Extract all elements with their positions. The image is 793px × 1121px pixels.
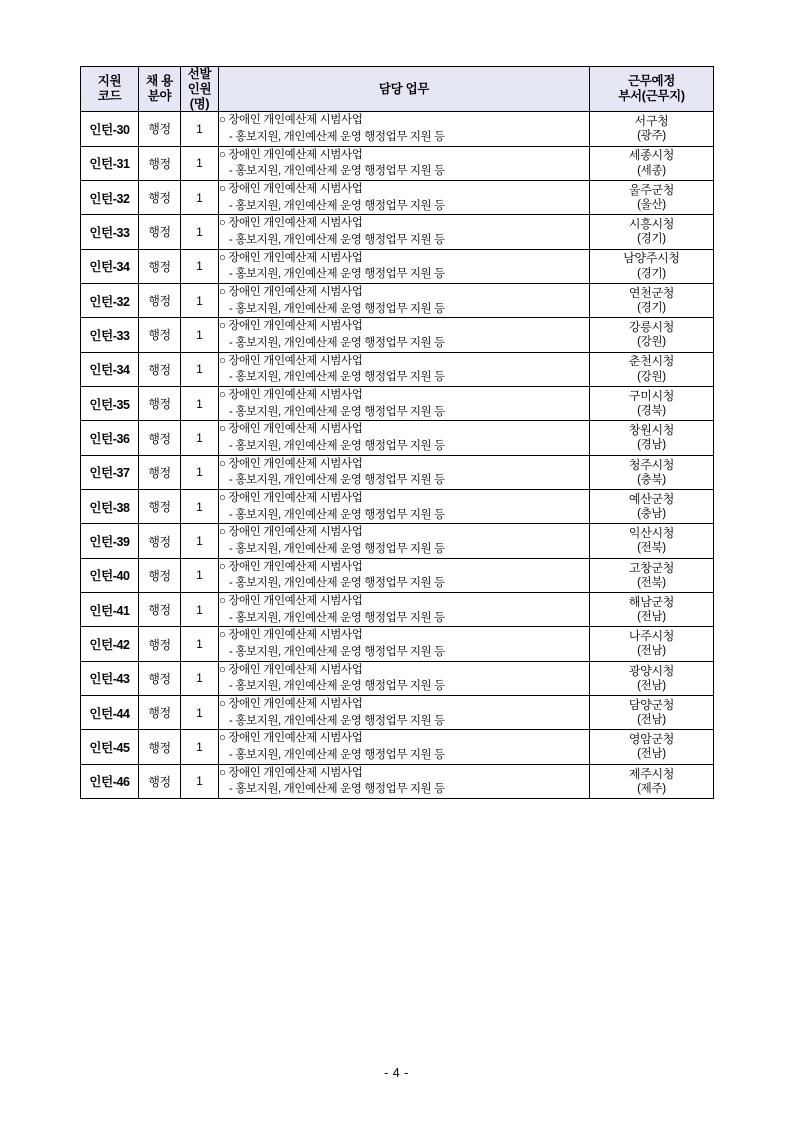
- duty-line-secondary: - 홍보지원, 개인예산제 운영 행정업무 지원 등: [229, 130, 445, 143]
- duty-line-secondary: - 홍보지원, 개인예산제 운영 행정업무 지원 등: [229, 474, 445, 487]
- cell-field: 행정: [139, 730, 181, 764]
- cell-code: 인턴-33: [81, 215, 139, 249]
- table-row: [81, 524, 714, 558]
- duty-line-secondary: - 홍보지원, 개인예산제 운영 행정업무 지원 등: [229, 233, 445, 246]
- cell-count: 1: [181, 387, 219, 421]
- page-number: - 4 -: [384, 1066, 409, 1080]
- department-location: (전남): [637, 748, 666, 761]
- cell-duty: [219, 696, 590, 730]
- cell-count: 1: [181, 524, 219, 558]
- cell-duty: [219, 421, 590, 455]
- cell-duty: [219, 627, 590, 661]
- cell-field: 행정: [139, 490, 181, 524]
- cell-duty: [219, 387, 590, 421]
- duty-line-primary: ○ 장애인 개인예산제 시범사업: [219, 732, 363, 745]
- cell-duty: [219, 455, 590, 489]
- duty-line-secondary: - 홍보지원, 개인예산제 운영 행정업무 지원 등: [229, 577, 445, 590]
- cell-department: [590, 627, 714, 661]
- duty-line-primary: ○ 장애인 개인예산제 시범사업: [219, 285, 363, 298]
- duty-line-primary: ○ 장애인 개인예산제 시범사업: [219, 663, 363, 676]
- column-header-count-line3: (명): [189, 96, 210, 111]
- duty-line-primary: ○ 장애인 개인예산제 시범사업: [219, 595, 363, 608]
- duty-line-secondary: - 홍보지원, 개인예산제 운영 행정업무 지원 등: [229, 749, 445, 762]
- cell-field: 행정: [139, 455, 181, 489]
- cell-count: 1: [181, 283, 219, 317]
- cell-department: [590, 318, 714, 352]
- table-row: [81, 558, 714, 592]
- department-name: 세종시청: [628, 148, 675, 163]
- cell-department: [590, 249, 714, 283]
- department-location: (울산): [637, 198, 666, 211]
- duty-line-secondary: - 홍보지원, 개인예산제 운영 행정업무 지원 등: [229, 336, 445, 349]
- cell-code: 인턴-30: [81, 112, 139, 146]
- table-row: [81, 764, 714, 798]
- department-name: 영암군청: [628, 732, 675, 747]
- duty-line-secondary: - 홍보지원, 개인예산제 운영 행정업무 지원 등: [229, 371, 445, 384]
- column-header-count-line2: 인원: [187, 81, 212, 96]
- cell-department: [590, 593, 714, 627]
- department-name: 남양주시청: [623, 251, 680, 266]
- department-name: 익산시청: [628, 526, 675, 541]
- column-header-department-line2: 부서(근무지): [618, 89, 685, 104]
- table-row: [81, 421, 714, 455]
- department-name: 해남군청: [628, 594, 675, 609]
- department-location: (세종): [637, 164, 666, 177]
- cell-count: 1: [181, 455, 219, 489]
- duty-line-primary: ○ 장애인 개인예산제 시범사업: [219, 389, 363, 401]
- recruitment-table-container: [80, 66, 713, 799]
- cell-duty: [219, 180, 590, 214]
- duty-line-primary: ○ 장애인 개인예산제 시범사업: [219, 698, 363, 711]
- cell-department: [590, 421, 714, 455]
- department-location: (강원): [637, 370, 666, 383]
- cell-code: 인턴-37: [81, 455, 139, 489]
- duty-line-secondary: - 홍보지원, 개인예산제 운영 행정업무 지원 등: [229, 302, 445, 315]
- duty-line-secondary: - 홍보지원, 개인예산제 운영 행정업무 지원 등: [229, 611, 445, 624]
- duty-line-primary: ○ 장애인 개인예산제 시범사업: [219, 148, 363, 161]
- department-name: 구미시청: [628, 388, 675, 403]
- cell-code: 인턴-34: [81, 352, 139, 386]
- cell-field: 행정: [139, 215, 181, 249]
- cell-code: 인턴-40: [81, 558, 139, 592]
- column-header-code-line2: 코드: [97, 89, 122, 104]
- department-location: (강원): [637, 336, 666, 349]
- cell-count: 1: [181, 661, 219, 695]
- department-location: (전남): [637, 679, 666, 692]
- cell-field: 행정: [139, 387, 181, 421]
- table-row: [81, 318, 714, 352]
- duty-line-primary: ○ 장애인 개인예산제 시범사업: [219, 526, 363, 539]
- duty-line-primary: ○ 장애인 개인예산제 시범사업: [219, 560, 363, 573]
- cell-duty: [219, 283, 590, 317]
- department-location: (광주): [637, 130, 666, 143]
- table-row: [81, 593, 714, 627]
- cell-count: 1: [181, 730, 219, 764]
- cell-department: [590, 387, 714, 421]
- cell-count: 1: [181, 215, 219, 249]
- department-name: 광양시청: [628, 663, 675, 678]
- cell-duty: [219, 661, 590, 695]
- cell-department: [590, 661, 714, 695]
- duty-line-secondary: - 홍보지원, 개인예산제 운영 행정업무 지원 등: [229, 680, 445, 693]
- cell-department: [590, 490, 714, 524]
- department-name: 고창군청: [628, 560, 675, 575]
- cell-duty: [219, 524, 590, 558]
- table-row: [81, 627, 714, 661]
- cell-duty: [219, 146, 590, 180]
- department-location: (전남): [637, 714, 666, 727]
- department-location: (경기): [637, 267, 666, 280]
- cell-count: 1: [181, 558, 219, 592]
- duty-line-secondary: - 홍보지원, 개인예산제 운영 행정업무 지원 등: [229, 405, 445, 418]
- cell-count: 1: [181, 249, 219, 283]
- cell-field: 행정: [139, 558, 181, 592]
- cell-code: 인턴-34: [81, 249, 139, 283]
- department-name: 춘천시청: [628, 354, 675, 369]
- cell-department: [590, 146, 714, 180]
- cell-duty: [219, 318, 590, 352]
- department-location: (경기): [637, 233, 666, 246]
- cell-count: 1: [181, 593, 219, 627]
- cell-code: 인턴-31: [81, 146, 139, 180]
- cell-code: 인턴-43: [81, 661, 139, 695]
- cell-department: [590, 180, 714, 214]
- cell-field: 행정: [139, 421, 181, 455]
- cell-code: 인턴-33: [81, 318, 139, 352]
- cell-field: 행정: [139, 249, 181, 283]
- cell-department: [590, 112, 714, 146]
- cell-count: 1: [181, 764, 219, 798]
- cell-field: 행정: [139, 696, 181, 730]
- cell-code: 인턴-42: [81, 627, 139, 661]
- cell-field: 행정: [139, 283, 181, 317]
- cell-duty: [219, 593, 590, 627]
- column-header-duty-label: 담당 업무: [378, 81, 430, 96]
- duty-line-secondary: - 홍보지원, 개인예산제 운영 행정업무 지원 등: [229, 714, 445, 727]
- cell-count: 1: [181, 490, 219, 524]
- column-header-department-line1: 근무예정: [627, 74, 676, 89]
- cell-count: 1: [181, 180, 219, 214]
- column-header-department: [590, 67, 714, 112]
- column-header-code-line1: 지원: [97, 74, 122, 89]
- duty-line-primary: ○ 장애인 개인예산제 시범사업: [219, 354, 363, 367]
- cell-field: 행정: [139, 180, 181, 214]
- duty-line-secondary: - 홍보지원, 개인예산제 운영 행정업무 지원 등: [229, 508, 445, 521]
- cell-code: 인턴-44: [81, 696, 139, 730]
- cell-duty: [219, 490, 590, 524]
- duty-line-primary: ○ 장애인 개인예산제 시범사업: [219, 629, 363, 642]
- duty-line-primary: ○ 장애인 개인예산제 시범사업: [219, 320, 363, 333]
- department-location: (경북): [637, 405, 666, 417]
- cell-code: 인턴-45: [81, 730, 139, 764]
- cell-duty: [219, 112, 590, 146]
- table-row: [81, 661, 714, 695]
- cell-field: 행정: [139, 112, 181, 146]
- column-header-duty: [219, 67, 590, 112]
- cell-field: 행정: [139, 627, 181, 661]
- duty-line-secondary: - 홍보지원, 개인예산제 운영 행정업무 지원 등: [229, 543, 445, 556]
- table-row: [81, 112, 714, 146]
- department-location: (충북): [637, 473, 666, 486]
- table-row: [81, 215, 714, 249]
- department-name: 청주시청: [628, 457, 675, 472]
- cell-field: 행정: [139, 352, 181, 386]
- cell-department: [590, 352, 714, 386]
- cell-count: 1: [181, 421, 219, 455]
- table-header-row: [81, 67, 714, 112]
- cell-code: 인턴-32: [81, 283, 139, 317]
- cell-code: 인턴-35: [81, 387, 139, 421]
- column-header-count-line1: 선발: [187, 67, 212, 81]
- cell-code: 인턴-41: [81, 593, 139, 627]
- duty-line-primary: ○ 장애인 개인예산제 시범사업: [219, 217, 363, 230]
- duty-line-primary: ○ 장애인 개인예산제 시범사업: [219, 766, 363, 779]
- cell-duty: [219, 249, 590, 283]
- table-row: [81, 730, 714, 764]
- table-row: [81, 180, 714, 214]
- duty-line-primary: ○ 장애인 개인예산제 시범사업: [219, 182, 363, 195]
- department-name: 시흥시청: [628, 217, 675, 232]
- department-name: 나주시청: [628, 629, 675, 644]
- table-row: [81, 455, 714, 489]
- cell-code: 인턴-46: [81, 764, 139, 798]
- department-name: 연천군청: [628, 285, 675, 300]
- department-name: 울주군청: [628, 182, 675, 197]
- cell-count: 1: [181, 696, 219, 730]
- cell-department: [590, 215, 714, 249]
- table-row: [81, 249, 714, 283]
- cell-code: 인턴-32: [81, 180, 139, 214]
- department-name: 서구청: [634, 114, 669, 129]
- cell-department: [590, 455, 714, 489]
- table-row: [81, 696, 714, 730]
- table-row: [81, 146, 714, 180]
- cell-field: 행정: [139, 318, 181, 352]
- duty-line-secondary: - 홍보지원, 개인예산제 운영 행정업무 지원 등: [229, 199, 445, 212]
- cell-department: [590, 524, 714, 558]
- department-location: (전남): [637, 611, 666, 624]
- department-name: 담양군청: [628, 697, 675, 712]
- duty-line-secondary: - 홍보지원, 개인예산제 운영 행정업무 지원 등: [229, 646, 445, 659]
- duty-line-primary: ○ 장애인 개인예산제 시범사업: [219, 492, 363, 505]
- cell-duty: [219, 215, 590, 249]
- cell-duty: [219, 764, 590, 798]
- cell-department: [590, 696, 714, 730]
- duty-line-primary: ○ 장애인 개인예산제 시범사업: [219, 114, 363, 127]
- cell-count: 1: [181, 146, 219, 180]
- cell-field: 행정: [139, 524, 181, 558]
- department-location: (경기): [637, 301, 666, 314]
- department-location: (전북): [637, 542, 666, 555]
- recruitment-table: [80, 66, 714, 799]
- table-row: [81, 283, 714, 317]
- cell-department: [590, 764, 714, 798]
- column-header-field: [139, 67, 181, 112]
- table-header: [81, 67, 714, 112]
- table-row: [81, 490, 714, 524]
- duty-line-primary: ○ 장애인 개인예산제 시범사업: [219, 423, 363, 436]
- department-location: (전남): [637, 645, 666, 658]
- duty-line-secondary: - 홍보지원, 개인예산제 운영 행정업무 지원 등: [229, 783, 445, 796]
- cell-count: 1: [181, 318, 219, 352]
- cell-duty: [219, 730, 590, 764]
- column-header-count: [181, 67, 219, 112]
- column-header-code: [81, 67, 139, 112]
- duty-line-secondary: - 홍보지원, 개인예산제 운영 행정업무 지원 등: [229, 165, 445, 178]
- department-name: 창원시청: [628, 423, 675, 438]
- department-location: (제주): [637, 782, 666, 795]
- cell-code: 인턴-36: [81, 421, 139, 455]
- column-header-field-line2: 분야: [147, 89, 172, 104]
- department-location: (전북): [637, 576, 666, 589]
- department-location: (경남): [637, 439, 666, 452]
- cell-department: [590, 730, 714, 764]
- cell-field: 행정: [139, 661, 181, 695]
- column-header-field-line1: 채 용: [146, 74, 173, 89]
- cell-field: 행정: [139, 764, 181, 798]
- cell-department: [590, 283, 714, 317]
- department-name: 강릉시청: [628, 320, 675, 335]
- duty-line-secondary: - 홍보지원, 개인예산제 운영 행정업무 지원 등: [229, 268, 445, 281]
- duty-line-primary: ○ 장애인 개인예산제 시범사업: [219, 457, 363, 470]
- cell-field: 행정: [139, 593, 181, 627]
- cell-duty: [219, 558, 590, 592]
- department-name: 예산군청: [628, 491, 675, 506]
- duty-line-secondary: - 홍보지원, 개인예산제 운영 행정업무 지원 등: [229, 440, 445, 453]
- cell-code: 인턴-39: [81, 524, 139, 558]
- duty-line-primary: ○ 장애인 개인예산제 시범사업: [219, 251, 363, 264]
- department-name: 제주시청: [628, 766, 675, 781]
- department-location: (충남): [637, 508, 666, 521]
- cell-count: 1: [181, 352, 219, 386]
- cell-count: 1: [181, 627, 219, 661]
- cell-duty: [219, 352, 590, 386]
- table-row: [81, 387, 714, 421]
- cell-field: 행정: [139, 146, 181, 180]
- cell-department: [590, 558, 714, 592]
- table-row: [81, 352, 714, 386]
- cell-count: 1: [181, 112, 219, 146]
- table-body: [81, 112, 714, 799]
- cell-code: 인턴-38: [81, 490, 139, 524]
